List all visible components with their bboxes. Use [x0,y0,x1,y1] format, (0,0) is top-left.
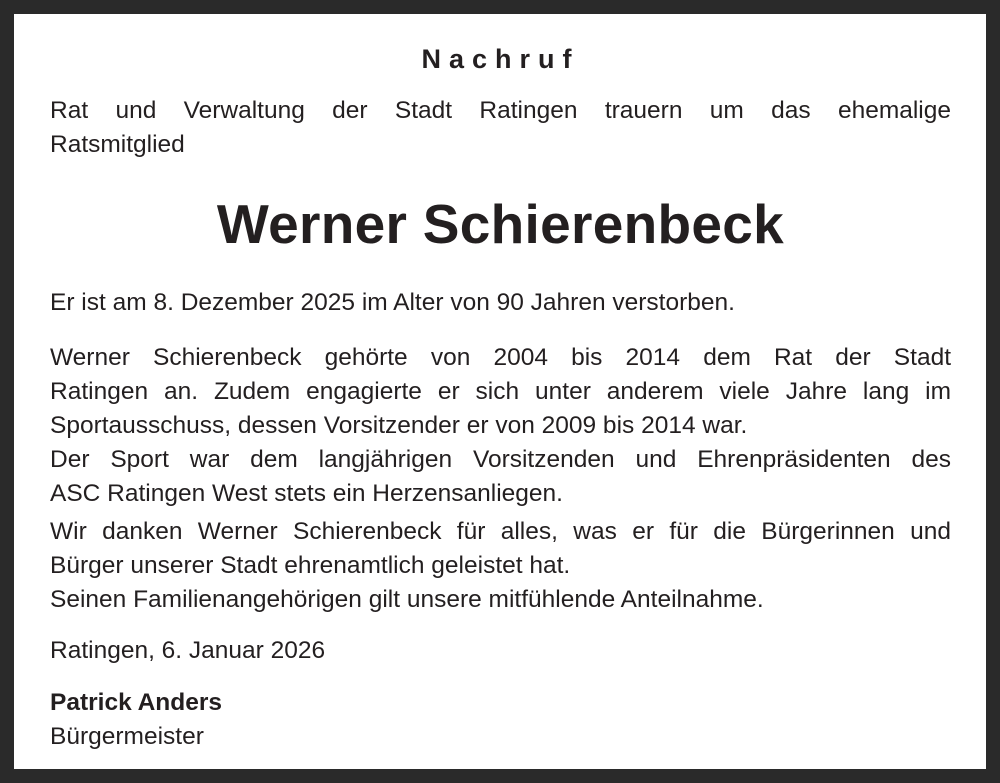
death-line: Er ist am 8. Dezember 2025 im Alter von 90 Jahren verstorben. [50,289,735,316]
biography-line: Sportausschuss, dessen Vorsitzender er von 2009 bis 2014 war. [50,412,748,439]
death-paragraph [50,286,951,320]
thanks-paragraph [50,515,951,617]
biography-line: ASC Ratingen West stets ein Herzensanliegen. [50,480,563,507]
intro-paragraph [50,94,951,162]
intro-line: Rat und Verwaltung der Stadt Ratingen trauern um das ehemalige [50,97,951,124]
signature-block [50,686,951,754]
biography-line: Der Sport war dem langjährigen Vorsitzenden und Ehrenpräsidenten des [50,446,951,473]
biography-line: Ratingen an. Zudem engagierte er sich unter anderem viele Jahre lang im [50,378,951,405]
thanks-line: Seinen Familienangehörigen gilt unsere mitfühlende Anteilnahme. [50,586,764,613]
place-date [50,634,951,668]
biography-paragraph [50,341,951,511]
signer-title: Bürgermeister [50,723,204,750]
thanks-line: Bürger unserer Stadt ehrenamtlich geleistet hat. [50,552,571,579]
notice-heading: Nachruf [421,44,580,74]
thanks-line: Wir danken Werner Schierenbeck für alles, was er für die Bürgerinnen und [50,518,951,545]
place-date-text: Ratingen, 6. Januar 2026 [50,637,326,664]
deceased-name: Werner Schierenbeck [216,193,785,255]
obituary-notice [14,14,986,769]
intro-line: Ratsmitglied [50,131,185,158]
signer-name: Patrick Anders [50,689,223,716]
biography-line: Werner Schierenbeck gehörte von 2004 bis 2014 dem Rat der Stadt [50,344,951,371]
